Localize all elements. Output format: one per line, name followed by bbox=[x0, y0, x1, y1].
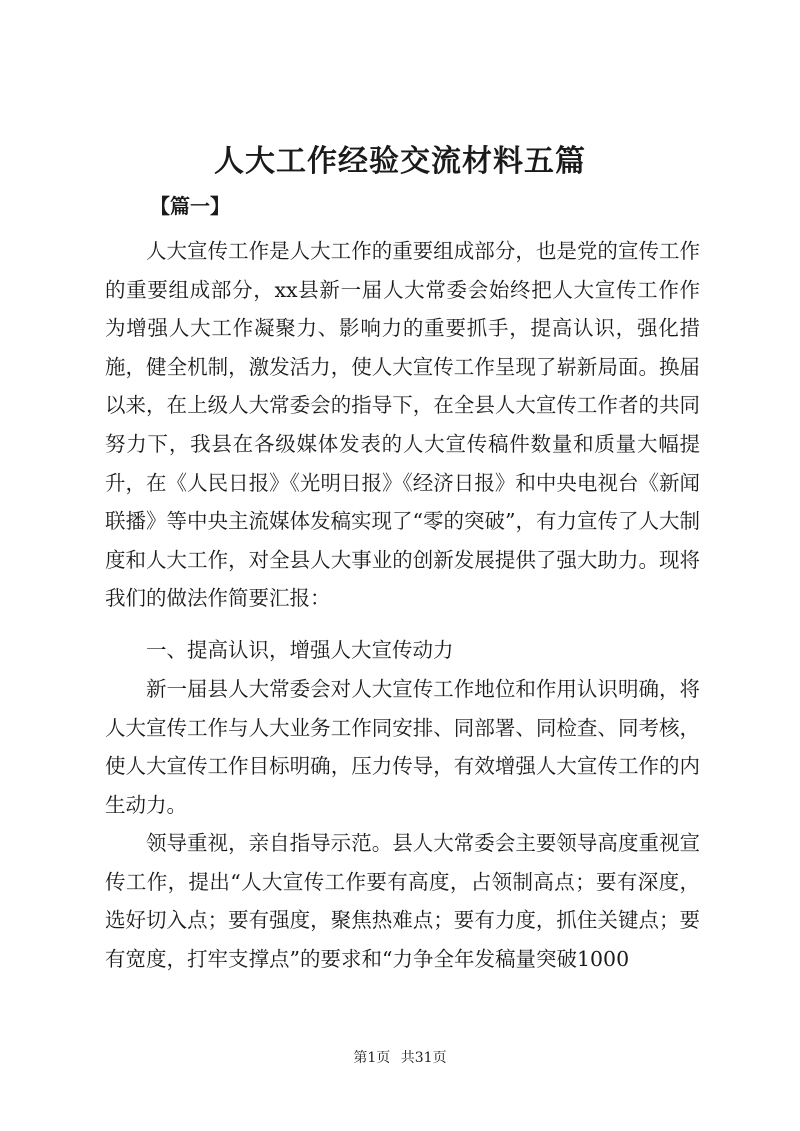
paragraph-2: 新一届县人大常委会对人大宣传工作地位和作用认识明确，将人大宣传工作与人大业务工作同安排、同部署、同检查、同考核，使人大宣传工作目标明确，压力传导，有效增强人大宣传工作的内生动力。 bbox=[105, 677, 700, 817]
page-footer bbox=[0, 1048, 800, 1068]
document-title: 人大工作经验交流材料五篇 bbox=[214, 144, 586, 179]
paragraph-intro: 人大宣传工作是人大工作的重要组成部分，也是党的宣传工作的重要组成部分，xx县新一届人大常委会始终把人大宣传工作作为增强人大工作凝聚力、影响力的重要抓手，提高认识，强化措施，健全机制，激发活力，使人大宣传工作呈现了崭新局面。换届以来，在上级人大常委会的指导下，在全县人大宣传工作者的共同努力下，我县在各级媒体发表的人大宣传稿件数量和质量大幅提升，在《人民日报》《光明日报》《经济日报》和中央电视台《新闻联播》等中央主流媒体发稿实现了“零的突破”，有力宣传了人大制度和人大工作，对全县人大事业的创新发展提供了强大助力。现将我们的做法作简要汇报： bbox=[105, 239, 700, 611]
section-label: 【篇一】 bbox=[150, 194, 230, 218]
page-number: 第1页 bbox=[353, 1050, 391, 1066]
page-total: 共31页 bbox=[400, 1050, 447, 1066]
section-heading-1: 一、提高认识，增强人大宣传动力 bbox=[146, 638, 454, 662]
paragraph-3: 领导重视，亲自指导示范。县人大常委会主要领导高度重视宣传工作，提出“人大宣传工作要有高度，占领制高点；要有深度，选好切入点；要有强度，聚焦热难点；要有力度，抓住关键点；要有宽度，打牢支撑点”的要求和“力争全年发稿量突破1000 bbox=[105, 831, 700, 971]
